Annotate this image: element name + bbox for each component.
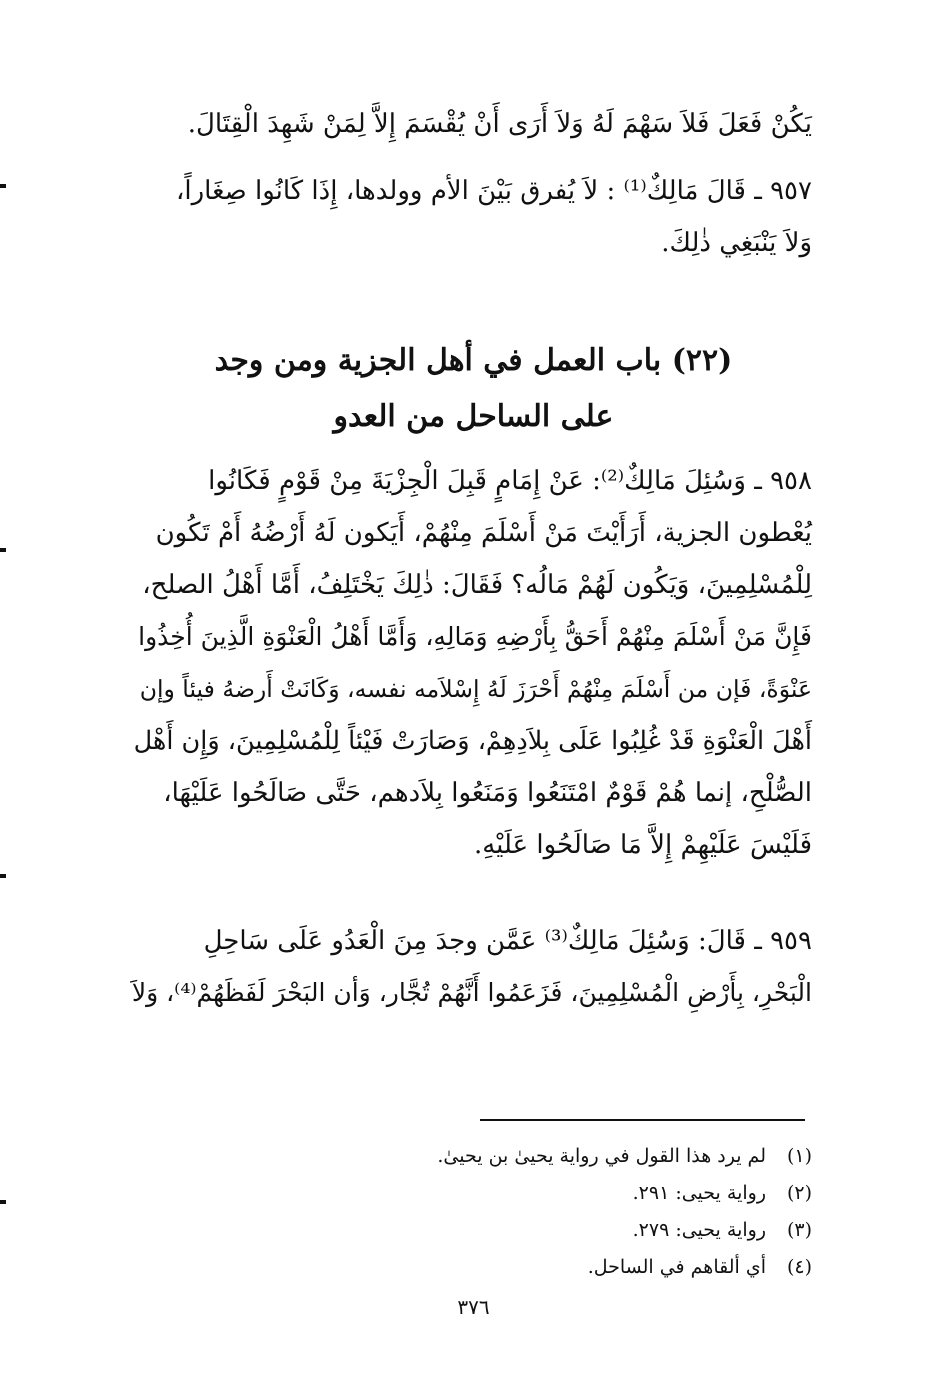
footnote [437, 1249, 812, 1286]
text-line: عَنْوَةً، فَإن من أَسْلَمَ مِنْهُمْ أَحْرَزَ لَهُ إِسْلاَمه نفسه، وَكَانَتْ أَرضهُ فيئاً وإن [139, 675, 812, 703]
scan-edge-mark [0, 1200, 6, 1204]
footnote [437, 1175, 812, 1212]
text-line: فَإِنَّ مَنْ أَسْلَمَ مِنْهُمْ أَحَقُّ بِأَرْضِهِ وَمَالِهِ، وَأَمَّا أَهْلُ الْعَنْوَةِ الَّذِينَ أُخِذُوا [138, 622, 812, 651]
text-line: ٩٥٧ ـ قَالَ مَالِكٌ⁽¹⁾ : لاَ يُفرق بَيْنَ الأم وولدها، إِذَا كَانُوا صِغَاراً، [176, 176, 812, 206]
text-line: الْبَحْرِ، بِأَرْضِ الْمُسْلِمِينَ، فَزَعَمُوا أَنَّهُمْ تُجَّار، وَأن البَحْرَ لَفَظَهُمْ⁽⁴⁾، وَلاَ [131, 978, 812, 1007]
footnote [437, 1212, 812, 1249]
footnote [437, 1138, 812, 1175]
chapter-heading [0, 333, 947, 445]
scan-edge-mark [0, 874, 6, 878]
text-line: لِلْمُسْلِمِينَ، وَيَكُون لَهُمْ مَالُه؟ فَقَالَ: ذٰلِكَ يَخْتَلِفُ، أَمَّا أَهْلُ الصلح، [142, 570, 812, 600]
footnote-text: رواية يحيى: ٢٩١. [632, 1182, 766, 1204]
paragraph-continuation [132, 98, 812, 150]
text-line: يَكُنْ فَعَلَ فَلاَ سَهْمَ لَهُ وَلاَ أَرَى أَنْ يُقْسَمَ إِلاَّ لِمَنْ شَهِدَ الْقِتَالَ. [187, 109, 812, 139]
text-line: ٩٥٨ ـ وَسُئِلَ مَالِكٌ⁽²⁾: عَنْ إِمَامٍ قَبِلَ الْجِزْيَةَ مِنْ قَوْمٍ فَكَانُوا [208, 466, 812, 496]
text-line: يُعْطون الجزية، أَرَأَيْتَ مَنْ أَسْلَمَ مِنْهُمْ، أَيَكون لَهُ أَرْضُهُ أَمْ تَكُون [155, 518, 812, 548]
footnote-number: (٢) [786, 1182, 812, 1204]
heading-line-2: على الساحل من العدو [333, 399, 614, 434]
text-line: أَهْلَ الْعَنْوَةِ قَدْ غُلِبُوا عَلَى بِلاَدِهِمْ، وَصَارَتْ فَيْئاً لِلْمُسْلِمِينَ، وَإِن أَهْل [133, 726, 812, 756]
text-line: فَلَيْسَ عَلَيْهِمْ إِلاَّ مَا صَالَحُوا عَلَيْهِ. [473, 830, 812, 860]
footnote-number: (٣) [786, 1219, 812, 1241]
scan-edge-mark [0, 548, 6, 552]
heading-line-1: (٢٢) باب العمل في أهل الجزية ومن وجد [214, 343, 733, 378]
page-number: ٣٧٦ [457, 1295, 490, 1319]
footnote-text: لم يرد هذا القول في رواية يحيىٰ بن يحيىٰ. [437, 1145, 766, 1167]
text-line: ٩٥٩ ـ قَالَ: وَسُئِلَ مَالِكٌ⁽³⁾ عَمَّن وجدَ مِنَ الْعَدُو عَلَى سَاحِلِ [203, 926, 812, 956]
footnote-number: (٤) [786, 1256, 812, 1278]
footnote-number: (١) [786, 1145, 812, 1167]
paragraph-957 [132, 165, 812, 269]
text-line: الصُّلْحِ، إنما هُمْ قَوْمٌ امْتَنَعُوا وَمَنَعُوا بِلاَدهم، حَتَّى صَالَحُوا عَلَيْهَا، [163, 778, 812, 808]
footnotes [437, 1138, 812, 1286]
paragraph-958 [132, 455, 812, 871]
footnote-text: رواية يحيى: ٢٧٩. [632, 1219, 766, 1241]
scan-edge-mark [0, 184, 6, 188]
paragraph-959 [132, 915, 812, 1019]
footnote-divider [480, 1119, 805, 1121]
text-line: وَلاَ يَنْبَغِي ذٰلِكَ. [661, 228, 812, 258]
footnote-text: أي ألقاهم في الساحل. [587, 1256, 766, 1278]
